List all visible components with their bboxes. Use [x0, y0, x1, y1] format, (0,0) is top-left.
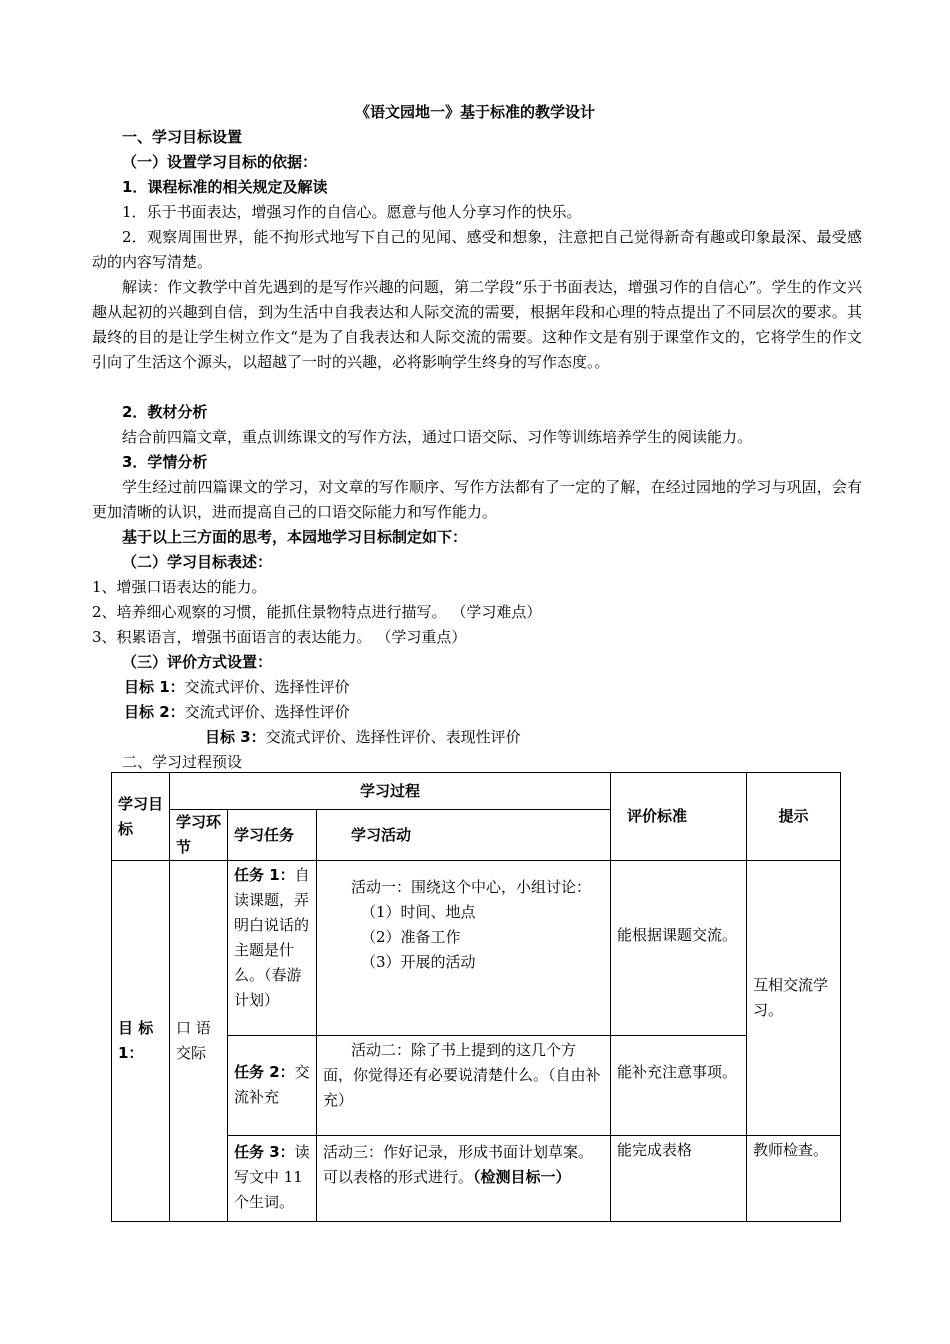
activity-1-item: （1）时间、地点	[361, 903, 476, 921]
material-analysis: 结合前四篇文章，重点训练课文的写作方法，通过口语交际、习作等训练培养学生的阅读能力。	[122, 428, 753, 446]
row-goal-cell	[112, 861, 170, 1222]
hint-1-text: 互相交流学习。	[753, 976, 829, 1019]
student-analysis: 学生经过前四篇课文的学习，对文章的写作顺序、写作方法都有了一定的了解，在经过园地的学习与巩固，会有更加清晰的认识，进而提高自己的口语交际能力和写作能力。	[92, 478, 862, 521]
activity-1-cell	[317, 861, 611, 1036]
item-3-heading: 3．学情分析	[122, 453, 208, 471]
row-stage-cell	[170, 861, 228, 1222]
goal-2: 2、培养细心观察的习惯，能抓住景物特点进行描写。 （学习难点）	[92, 603, 542, 621]
activity-1-item: （2）准备工作	[361, 928, 461, 946]
evaluation-2-label: 目标 2：	[124, 703, 185, 721]
evaluation-3-label: 目标 3：	[205, 728, 266, 746]
learning-process-table	[111, 772, 841, 1222]
subsection-1-heading: （一）设置学习目标的依据：	[122, 153, 318, 171]
task-2-text: 交流补充	[234, 1063, 310, 1106]
task-3-text: 读写文中 11 个生词。	[234, 1143, 310, 1211]
subsection-3-heading: （三）评价方式设置：	[122, 653, 273, 671]
task-1-cell	[228, 861, 317, 1036]
header-learning-process: 学习过程	[170, 773, 611, 810]
item-2-heading: 2．教材分析	[122, 403, 208, 421]
evaluation-1-text: 交流式评价、选择性评价	[184, 678, 350, 696]
subsection-2-heading: （二）学习目标表述：	[122, 553, 273, 571]
evaluation-3	[205, 725, 950, 750]
goal-3: 3、积累语言，增强书面语言的表达能力。 （学习重点）	[92, 628, 467, 646]
evaluation-2	[124, 700, 894, 725]
header-learning-activity: 学习活动	[317, 810, 611, 861]
evaluation-1-label: 目标 1：	[124, 678, 185, 696]
criteria-1-text: 能根据课题交流。	[617, 926, 738, 944]
row-goal-label: 目 标 1：	[118, 1019, 154, 1062]
criteria-3-text: 能完成表格	[617, 1141, 693, 1159]
evaluation-1	[124, 675, 894, 700]
document-title: 《语文园地一》基于标准的教学设计	[354, 103, 595, 121]
section-1-heading: 一、学习目标设置	[122, 128, 243, 146]
section-2-heading: 二、学习过程预设	[122, 753, 243, 771]
activity-1-text: 活动一：围绕这个中心，小组讨论：	[351, 878, 592, 896]
header-learning-task: 学习任务	[228, 810, 317, 861]
standard-1: 1．乐于书面表达，增强习作的自信心。愿意与他人分享习作的快乐。	[122, 203, 582, 221]
standard-2: 2．观察周围世界，能不拘形式地写下自己的见闻、感受和想象，注意把自己觉得新奇有趣或印象最深、最受感动的内容写清楚。	[92, 228, 862, 271]
task-2-cell	[228, 1036, 317, 1136]
basis-statement: 基于以上三方面的思考，本园地学习目标制定如下：	[122, 528, 468, 546]
task-1-text: 自读课题，弄明白说话的主题是什么。（春游计划）	[234, 866, 310, 1009]
activity-2-cell	[317, 1036, 611, 1136]
activity-3-text: 活动三：作好记录，形成书面计划草案。可以表格的形式进行。	[323, 1143, 594, 1186]
hint-3-text: 教师检查。	[753, 1141, 829, 1159]
criteria-2-cell	[611, 1036, 747, 1136]
task-1-label: 任务 1：	[234, 866, 295, 884]
criteria-1-cell	[611, 861, 747, 1036]
activity-1-item: （3）开展的活动	[361, 953, 476, 971]
activity-3-cell	[317, 1136, 611, 1222]
task-2-label: 任务 2：	[234, 1063, 295, 1081]
task-3-label: 任务 3：	[234, 1143, 295, 1161]
goal-1: 1、增强口语表达的能力。	[92, 578, 267, 596]
criteria-2-text: 能补充注意事项。	[617, 1063, 738, 1081]
header-evaluation-criteria: 评价标准	[611, 773, 747, 861]
task-3-cell	[228, 1136, 317, 1222]
evaluation-3-text: 交流式评价、选择性评价、表现性评价	[265, 728, 521, 746]
header-learning-stage: 学习环节	[170, 810, 228, 861]
header-learning-goal: 学习目标	[112, 773, 170, 861]
hint-1-cell	[747, 861, 841, 1136]
hint-3-cell	[747, 1136, 841, 1222]
activity-3-check: （检测目标一）	[473, 1168, 571, 1186]
interpretation-paragraph: 解读：作文教学中首先遇到的是写作兴趣的问题，第二学段“乐于书面表达，增强习作的自信心”。学生的作文兴趣从起初的兴趣到自信，到为生活中自我表达和人际交流的需要，根据年段和心理的特点提出了不同层次的要求。其最终的目的是让学生树立作文“是为了自我表达和人际交流的需要。这种作文是有别于课堂作文的，它将学生的作文引向了生活这个源头，以超越了一时的兴趣，必将影响学生终身的写作态度。。	[92, 278, 862, 371]
header-hint: 提示	[747, 773, 841, 861]
item-1-heading: 1．课程标准的相关规定及解读	[122, 178, 328, 196]
criteria-3-cell	[611, 1136, 747, 1222]
row-stage-label: 口 语交际	[176, 1019, 211, 1062]
evaluation-2-text: 交流式评价、选择性评价	[184, 703, 350, 721]
activity-2-text: 活动二：除了书上提到的这几个方面，你觉得还有必要说清楚什么。（自由补充）	[323, 1041, 601, 1109]
